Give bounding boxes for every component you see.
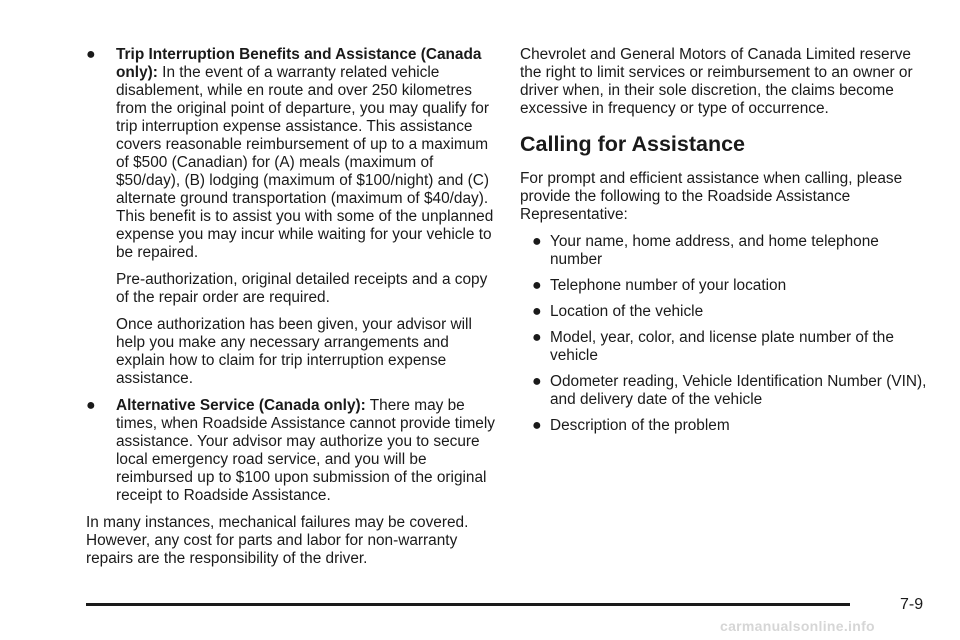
bullet-icon: ● xyxy=(86,397,96,414)
bullet-text: In the event of a warranty related vehicle disablement, while en route and over 250 kilometres from the original point of departure, you may qualify for trip interruption expense assistance. This assistance covers reasonable reimbursement of up to a maximum of $500 (Canadian) for (A) meals (maximum of $50/day), (B) lodging (maximum of $100/night) and (C) alternate ground transportation (maximum of $40/day). This benefit is to assist you with some of the unplanned expense you may incur while waiting for your vehicle to be repaired. xyxy=(116,64,494,261)
right-column xyxy=(520,46,930,443)
intro-paragraph: Chevrolet and General Motors of Canada Limited reserve the right to limit services or reimbursement to an owner or driver when, in their sole discretion, the claims become excessive in frequency or type of occurrence. xyxy=(520,46,913,117)
bullet-icon: ● xyxy=(532,329,542,346)
mechanical-failures-paragraph: In many instances, mechanical failures may be covered. However, any cost for parts and labor for non-warranty repairs are the responsibility of the driver. xyxy=(86,514,469,567)
bullet-bold-lead: Alternative Service (Canada only): xyxy=(116,397,366,414)
list-item: ● Your name, home address, and home telephone number xyxy=(532,233,879,268)
list-item: ● Telephone number of your location xyxy=(532,277,787,294)
bullet-icon: ● xyxy=(532,303,542,320)
lead-paragraph: For prompt and efficient assistance when calling, please provide the following to the Roadside Assistance Representative: xyxy=(520,170,903,223)
bullet-text: There may be times, when Roadside Assistance cannot provide timely assistance. Your advisor may authorize you to secure local emergency road service, and you will be reimbursed up to $100 upon submission of the original receipt to Roadside Assistance. xyxy=(116,397,495,504)
footer-rule xyxy=(86,603,850,606)
list-item: ● Odometer reading, Vehicle Identification Number (VIN), and delivery date of the vehicle xyxy=(532,373,927,408)
bullet-icon: ● xyxy=(86,46,96,63)
bullet-alternative-service xyxy=(86,397,496,505)
bullet-icon: ● xyxy=(532,373,542,390)
section-heading: Calling for Assistance xyxy=(520,132,746,156)
bullet-icon: ● xyxy=(532,233,542,250)
authorization-paragraph: Once authorization has been given, your advisor will help you make any necessary arrangements and explain how to claim for trip interruption expense assistance. xyxy=(116,316,472,387)
bullet-trip-interruption xyxy=(86,46,496,262)
left-column xyxy=(86,46,496,577)
page-number: 7-9 xyxy=(900,596,924,613)
list-item: ● Model, year, color, and license plate number of the vehicle xyxy=(532,329,894,364)
list-item: ● Location of the vehicle xyxy=(532,303,704,320)
bullet-bold-lead: Trip Interruption Benefits and Assistance (Canada only): xyxy=(116,46,482,81)
preauth-paragraph: Pre-authorization, original detailed receipts and a copy of the repair order are required. xyxy=(116,271,488,306)
watermark: carmanualsonline.info xyxy=(720,618,875,634)
list-item: ● Description of the problem xyxy=(532,417,730,434)
bullet-icon: ● xyxy=(532,417,542,434)
bullet-icon: ● xyxy=(532,277,542,294)
